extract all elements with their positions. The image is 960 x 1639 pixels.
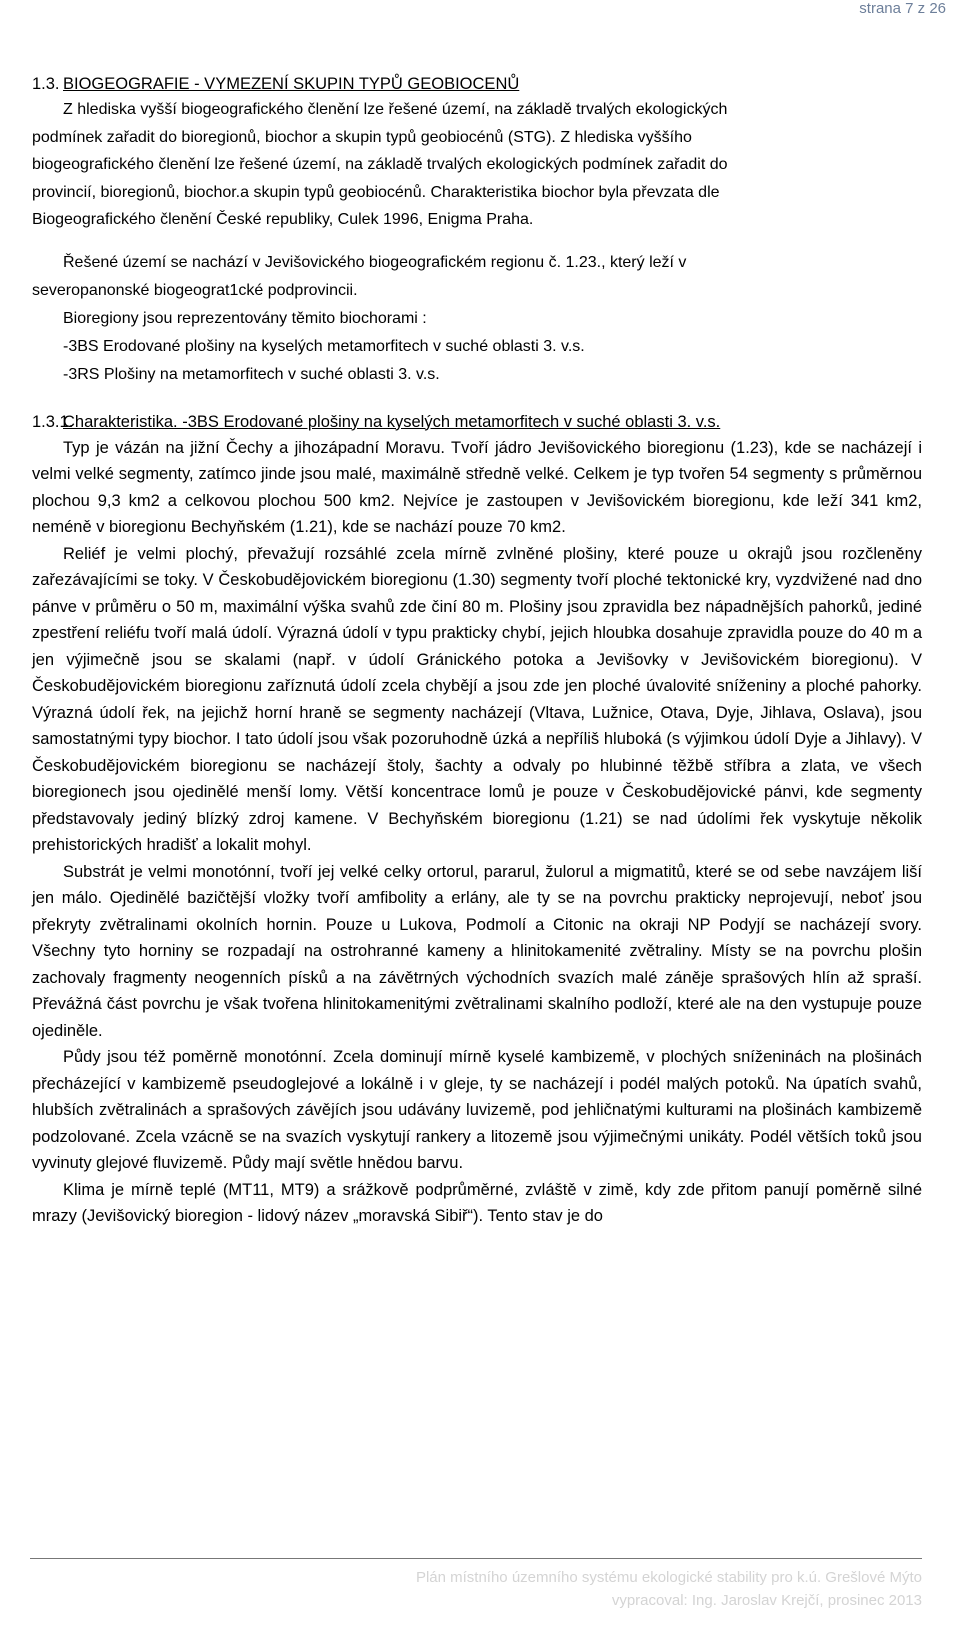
paragraph-text: Typ je vázán na jižní Čechy a jihozápadní Moravu. Tvoří jádro Jevišovického bioregionu (1.23), kde se nacházejí i velmi velké segmenty, zatímco jinde jsou malé, maximálně středně velké. Celkem je typ tvořen 54 segmenty s průměrnou plochou 9,3 km2 a celkovou plochou 500 km2. Nejvíce je zastoupen v Jevišovickém bioregionu, kde leží 341 km2, neméně v bioregionu Bechyňském (1.21), kde se nachází pouze 70 km2. (32, 438, 922, 536)
intro-line: Z hlediska vyšší biogeografického členění lze řešené území, na základě trvalých ekologických (63, 101, 728, 118)
region-line: Řešené území se nachází v Jevišovického biogeografickém regionu č. 1.23., který leží v (63, 253, 687, 271)
paragraph-substrate (32, 859, 922, 1045)
document-body (32, 72, 922, 1230)
paragraph-soils (32, 1044, 922, 1177)
paragraph-relief (32, 541, 922, 859)
paragraph-text: Substrát je velmi monotónní, tvoří jej velké celky ortorul, pararul, žulorul a migmatitů, které se od sebe navzájem liší jen málo. Ojedinělé bazičtější vložky tvoří amfibolity a erlány, ale ty se na povrchu prakticky neprojevují, neboť jsou překryty zvětralinami okolních hornin. Pouze u Lukova, Podmolí a Citonic na okraji NP Podyjí se nacházejí svory. Všechny tyto horniny se rozpadají na ostrohranné kameny a hlinitokamenité zvětraliny. Místy se na povrchu plošin zachovaly fragmenty neogenních písků a na závětrných východních svazích malé záněje sprašových hlín až spraší. Převážná část povrchu je však tvořena hlinitokamenitými zvětralinami skalního podloží, které ale na den vystupuje pouze ojediněle. (32, 862, 922, 1040)
footer-line-1: Plán místního územního systému ekologické stability pro k.ú. Grešlové Mýto (415, 1569, 922, 1586)
region-line: Bioregiony jsou reprezentovány těmito biochorami : (63, 309, 427, 327)
biochor-item: -3RS Plošiny na metamorfitech v suché oblasti 3. v.s. (63, 365, 440, 383)
biochor-item: -3BS Erodované plošiny na kyselých metamorfitech v suché oblasti 3. v.s. (63, 337, 585, 355)
region-line: severopanonské biogeograt1cké podprovincii. (32, 281, 358, 299)
subsection-number: 1.3.1. (32, 412, 74, 431)
intro-line: biogeografického členění lze řešené území, na základě trvalých ekologických podmínek zařadit do (32, 156, 728, 173)
region-paragraph (32, 249, 922, 389)
section-title: BIOGEOGRAFIE - VYMEZENÍ SKUPIN TYPŮ GEOBIOCENŮ (63, 75, 520, 93)
paragraph-typ (32, 435, 922, 541)
intro-line: Biogeografického členění České republiky, Culek 1996, Enigma Praha. (32, 211, 534, 228)
footer-divider (30, 1558, 922, 1559)
intro-line: provincií, bioregionů, biochor.a skupin typů geobiocénů. Charakteristika biochor byla převzata dle (32, 183, 720, 201)
subsection-heading (32, 410, 922, 435)
intro-paragraph (32, 96, 922, 234)
footer-line-2: vypracoval: Ing. Jaroslav Krejčí, prosinec 2013 (611, 1592, 922, 1609)
paragraph-text: Klima je mírně teplé (MT11, MT9) a srážkově podprůměrné, zvláště v zimě, kdy zde přitom panují poměrně silné mrazy (Jevišovický bioregion - lidový název „moravská Sibiř“). Tento stav je do (32, 1180, 922, 1225)
subsection-title: Charakteristika. -3BS Erodované plošiny na kyselých metamorfitech v suché oblasti 3. v.s. (63, 412, 721, 431)
paragraph-text: Půdy jsou též poměrně monotónní. Zcela dominují mírně kyselé kambizemě, v plochých sníženinách na plošinách přecházející v kambizemě pseudoglejové a lokálně i v gleje, ty se nacházejí i podél malých potoků. Na úpatích svahů, hlubších zvětralinách a sprašových závějích jsou udávány luvizemě, pod jehličnatými kulturami na plošinách kambizemě podzolované. Zcela vzácně se na svazích vyskytují rankery a litozemě jsou výjimečnými unikáty. Podél větších toků jsou vyvinuty glejové fluvizemě. Půdy mají světle hnědou barvu. (32, 1048, 922, 1172)
paragraph-text: Reliéf je velmi plochý, převažují rozsáhlé zcela mírně zvlněné plošiny, které pouze u okrajů jsou rozčleněny zařezávajícími se toky. V Českobudějovickém bioregionu (1.30) segmenty tvoří ploché tektonické kry, vyzdvižené nad dno pánve v průměru o 50 m, maximální výška svahů zde činí 80 m. Plošiny jsou zpravidla bez nápadnějších pahorků, jediné zpestření reliéfu tvoří malá údolí. Výrazná údolí v typu prakticky chybí, jejich hloubka dosahuje zpravidla pouze do 40 m a jen výjimečně jsou se skalami (např. v údolí Gránického potoka a Jevišovky v Jevišovickém bioregionu). V Českobudějovickém bioregionu zaříznutá údolí zcela chybějí a jsou zde jen ploché úvalovité sníženiny a ploché pahorky. Výrazná údolí řek, na jejichž horní hraně se segmenty nacházejí (Vltava, Lužnice, Otava, Dyje, Jihlava, Oslava), jsou samostatnými typy biochor. I tato údolí jsou však pozoruhodně úzká a nepříliš hluboká (s výjimkou údolí Dyje a Jihlavy). V Českobudějovickém bioregionu se nacházejí štoly, šachty a odvaly po hlubinné těžbě stříbra a zlata, ve všech bioregionech jsou ojedinělé menší lomy. Větší koncentrace lomů je pouze v Českobudějovické pánvi, kde segmenty představovaly jediný blízký zdroj kamene. V Bechyňském bioregionu (1.21) se nad údolími řek vyskytuje několik prehistorických hradišť a lokalit mohyl. (32, 544, 922, 854)
page-number: strana 7 z 26 (859, 0, 946, 17)
section-number: 1.3. (32, 75, 60, 93)
paragraph-climate (32, 1177, 922, 1230)
intro-line: podmínek zařadit do bioregionů, biochor a skupin typů geobiocénů (STG). Z hlediska vyššího (32, 128, 692, 146)
footer (416, 1566, 922, 1612)
section-heading (32, 72, 922, 96)
